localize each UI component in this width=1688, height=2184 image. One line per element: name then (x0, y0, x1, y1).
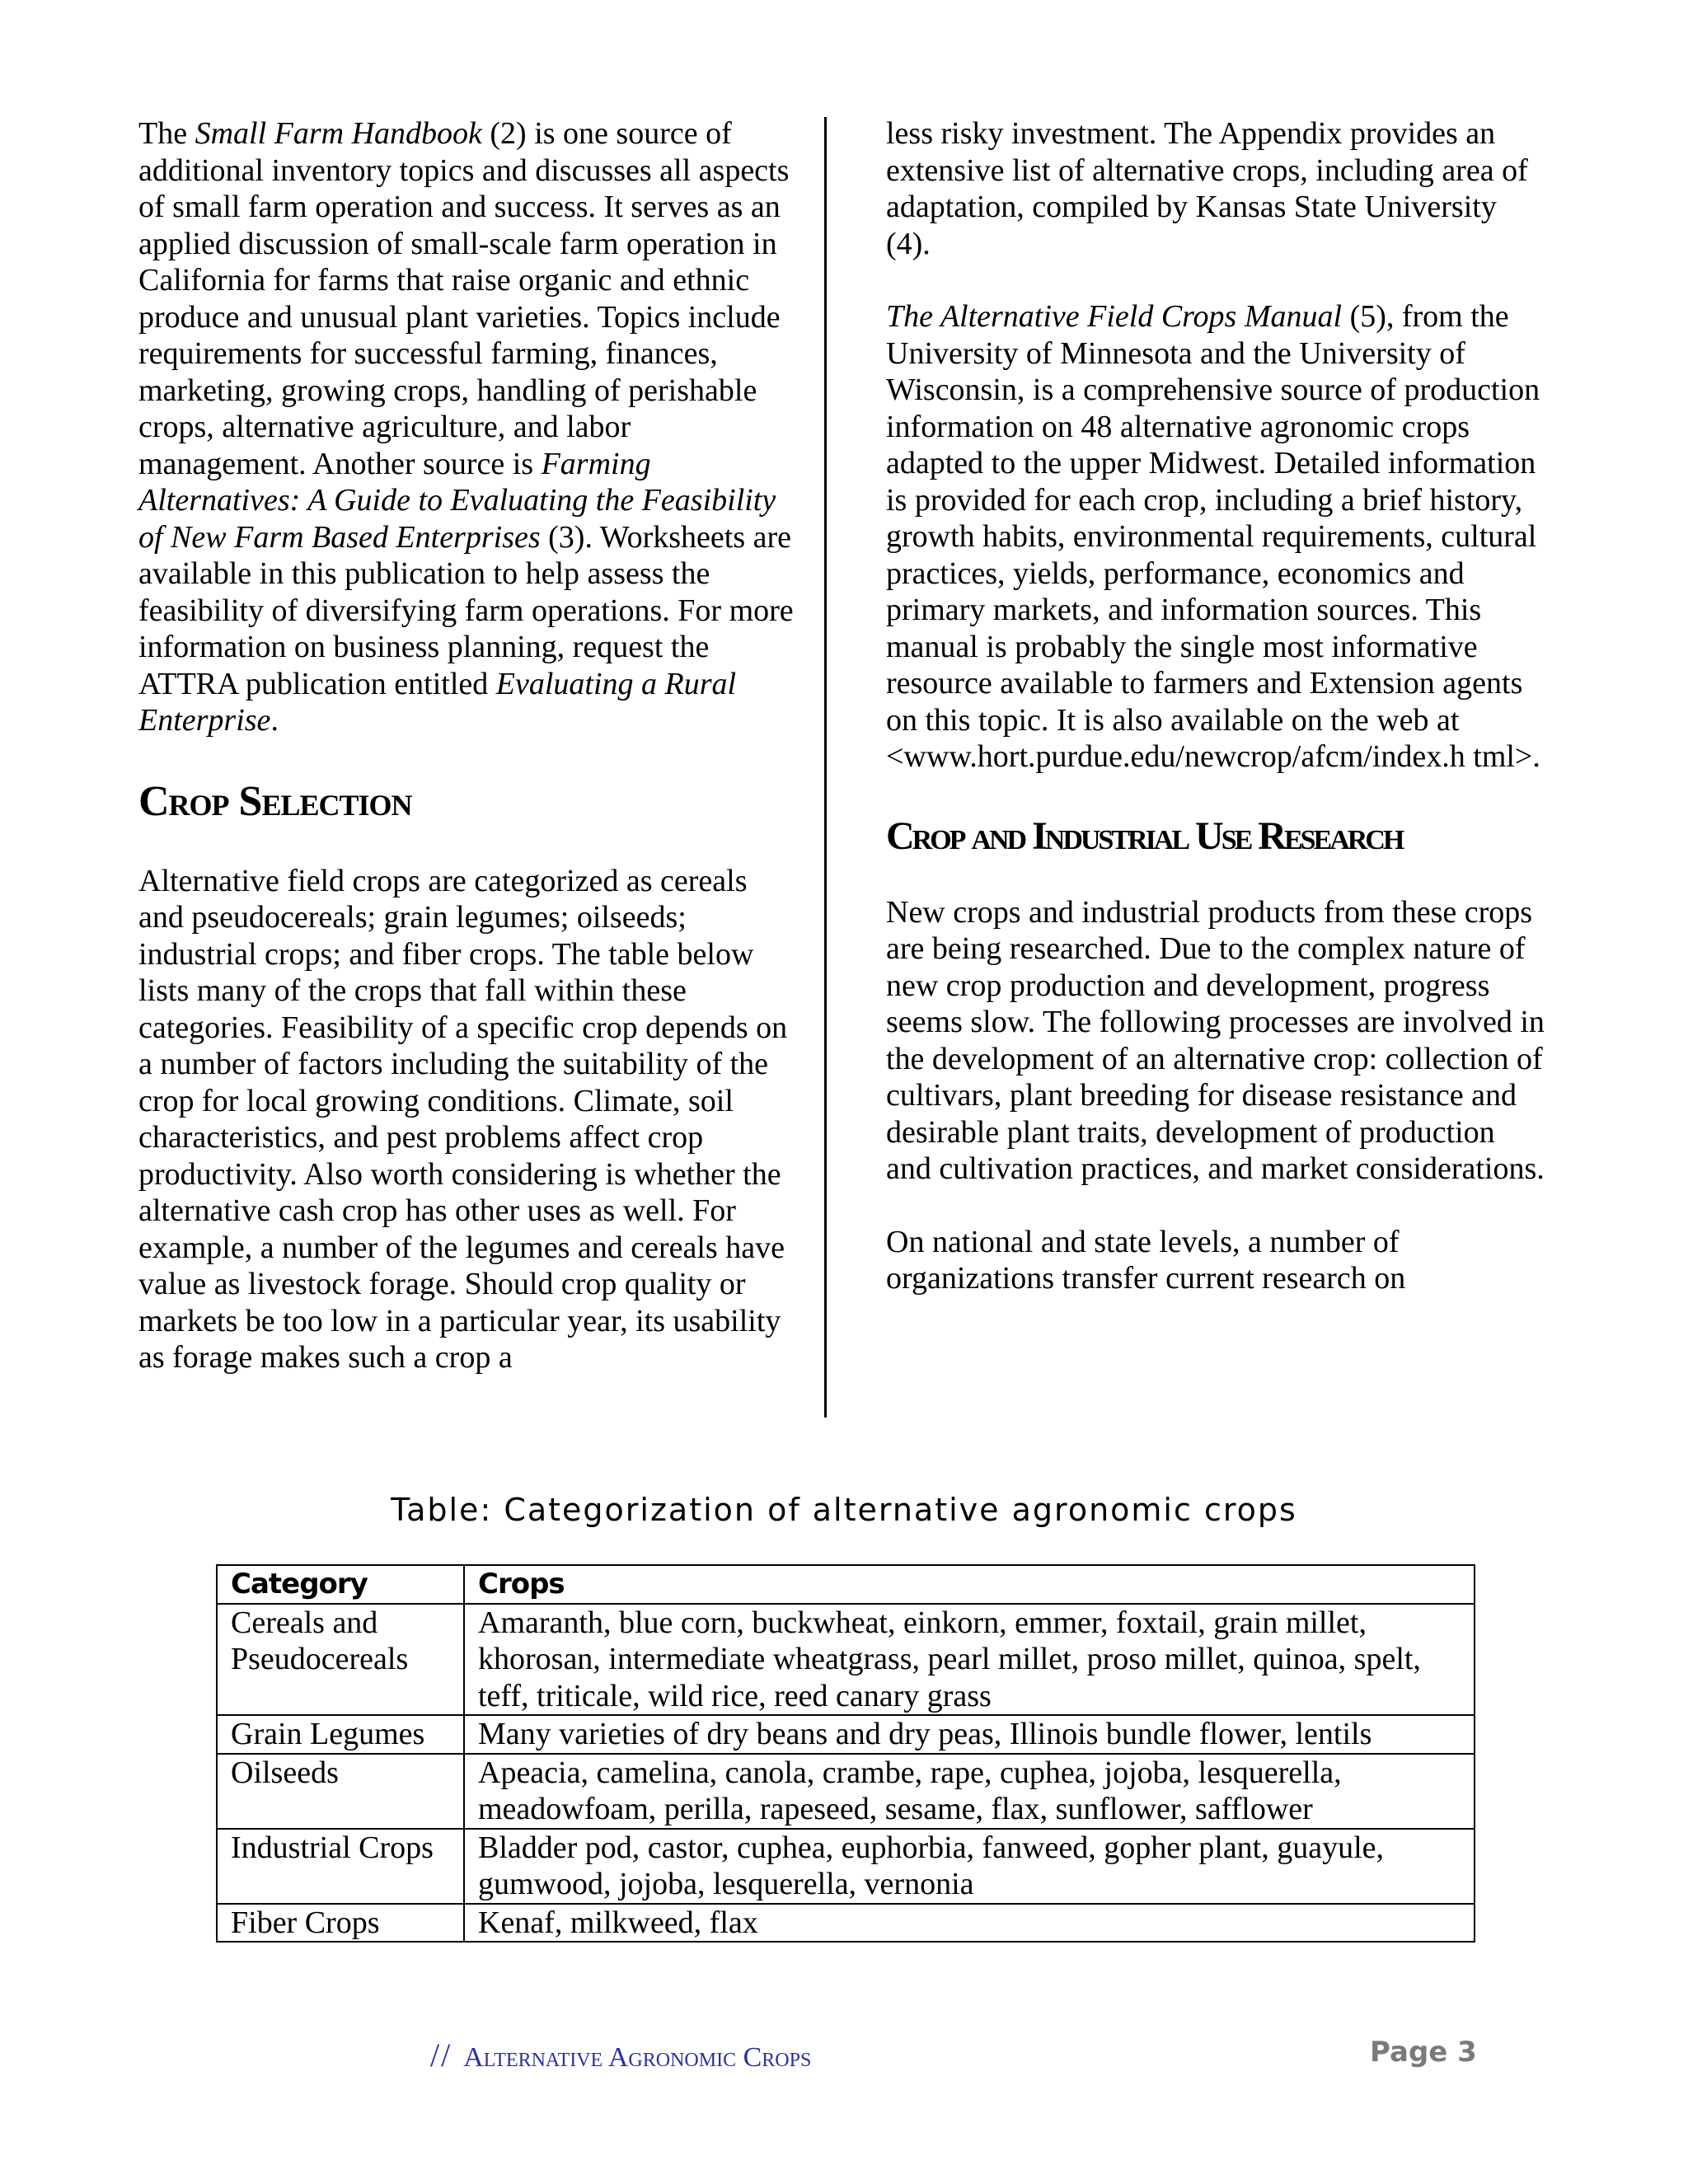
crop-selection-paragraph: Alternative field crops are categorized as cereals and pseudocereals; grain legumes; oilseeds; industrial crops; and fiber crops. The table below lists many of the crops that fall within these categories. Feasibility of a specific crop depends on a number of factors including the suitability of the crop for local growing conditions. Climate, soil characteristics, and pest problems affect crop productivity. Also worth considering is whether the alternative cash crop has other uses as well. For example, a number of the legumes and cereals have value as livestock forage. Should crop quality or markets be too low in a particular year, its usability as forage makes such a crop a (138, 863, 788, 1375)
continued-paragraph: less risky investment. The Appendix provides an extensive list of alternative crops, including area of adaptation, compiled by Kansas State University (4). (886, 116, 1528, 261)
book-title-small-farm-handbook: Small Farm Handbook (195, 116, 482, 151)
crops-cell: Apeacia, camelina, canola, crambe, rape, cuphea, jojoba, lesquerella, meadowfoam, perilla, rapeseed, sesame, flax, sunflower, safflower (464, 1754, 1475, 1829)
crops-cell: Kenaf, milkweed, flax (464, 1904, 1475, 1943)
book-title-farming-alternatives: Farming Alternatives: A Guide to Evaluating the Feasibility of New Farm Based Enterprises (138, 446, 776, 555)
crops-cell: Many varieties of dry beans and dry peas, Illinois bundle flower, lentils (464, 1715, 1475, 1754)
crops-cell: Bladder pod, castor, cuphea, euphorbia, fanweed, gopher plant, guayule, gumwood, jojoba, lesquerella, vernonia (464, 1829, 1475, 1904)
table-row (217, 1715, 1475, 1754)
section-heading-crop-selection: Crop Selection (138, 777, 412, 825)
category-cell: Cereals and Pseudocereals (217, 1604, 464, 1716)
category-cell: Grain Legumes (217, 1715, 464, 1754)
organizations-paragraph: On national and state levels, a number of organizations transfer current research on (886, 1224, 1406, 1296)
section-heading-industrial-use-research: Crop and Industrial Use Research (886, 813, 1403, 858)
crops-cell: Amaranth, blue corn, buckwheat, einkorn, emmer, foxtail, grain millet, khorosan, intermediate wheatgrass, pearl millet, proso millet, quinoa, spelt, teff, triticale, wild rice, reed canary grass (464, 1604, 1475, 1716)
table-header-row (217, 1565, 1475, 1604)
field-crops-manual-paragraph: The Alternative Field Crops Manual (5), from the University of Minnesota and the University of Wisconsin, is a comprehensive source of production information on 48 alternative agronomic crops adapted to the upper Midwest. Detailed information is provided for each crop, including a brief history, growth habits, environmental requirements, cultural practices, yields, performance, economics and primary markets, and information sources. This manual is probably the single most informative resource available to farmers and Extension agents on this topic. It is also available on the web at <www.hort.purdue.edu/newcrop/afcm/index.h tml>. (886, 299, 1540, 774)
table-row (217, 1829, 1475, 1904)
right-column (886, 115, 1545, 1297)
intro-paragraph: The Small Farm Handbook (2) is one source of additional inventory topics and discusses all aspects of small farm operation and success. It serves as an applied discussion of small-scale farm operation in California for farms that raise organic and ethnic produce and unusual plant varieties. Topics include requirements for successful farming, finances, marketing, growing crops, handling of perishable crops, alternative agriculture, and labor management. Another source is Farming Alternatives: A Guide to Evaluating the Feasibility of New Farm Based Enterprises (3). Worksheets are available in this publication to help assess the feasibility of diversifying farm operations. For more information on business planning, request the ATTRA publication entitled Evaluating a Rural Enterprise. (138, 116, 794, 738)
category-cell: Industrial Crops (217, 1829, 464, 1904)
table-row (217, 1754, 1475, 1829)
book-title-field-crops-manual: The Alternative Field Crops Manual (886, 299, 1343, 334)
research-paragraph: New crops and industrial products from these crops are being researched. Due to the complex nature of new crop production and development, progress seems slow. The following processes are involved in the development of an alternative crop: collection of cultivars, plant breeding for disease resistance and desirable plant traits, development of production and cultivation practices, and market considerations. (886, 894, 1545, 1186)
table-title: Table: Categorization of alternative agronomic crops (391, 1492, 1297, 1528)
crop-categories-table (216, 1564, 1475, 1943)
column-divider (824, 117, 827, 1418)
header-crops: Crops (464, 1565, 1475, 1604)
table-row (217, 1904, 1475, 1943)
footer-publication-title (430, 2036, 811, 2074)
category-cell: Oilseeds (217, 1754, 464, 1829)
footer-title-text: Alternative Agronomic Crops (463, 2042, 812, 2073)
footer-slashes: // (430, 2036, 452, 2074)
header-category: Category (217, 1565, 464, 1604)
page-number: Page 3 (1370, 2036, 1477, 2069)
left-column (138, 115, 798, 1376)
table-row (217, 1604, 1475, 1716)
publication-title-evaluating-rural-enterprise: Evaluating a Rural Enterprise (138, 666, 737, 738)
category-cell: Fiber Crops (217, 1904, 464, 1943)
